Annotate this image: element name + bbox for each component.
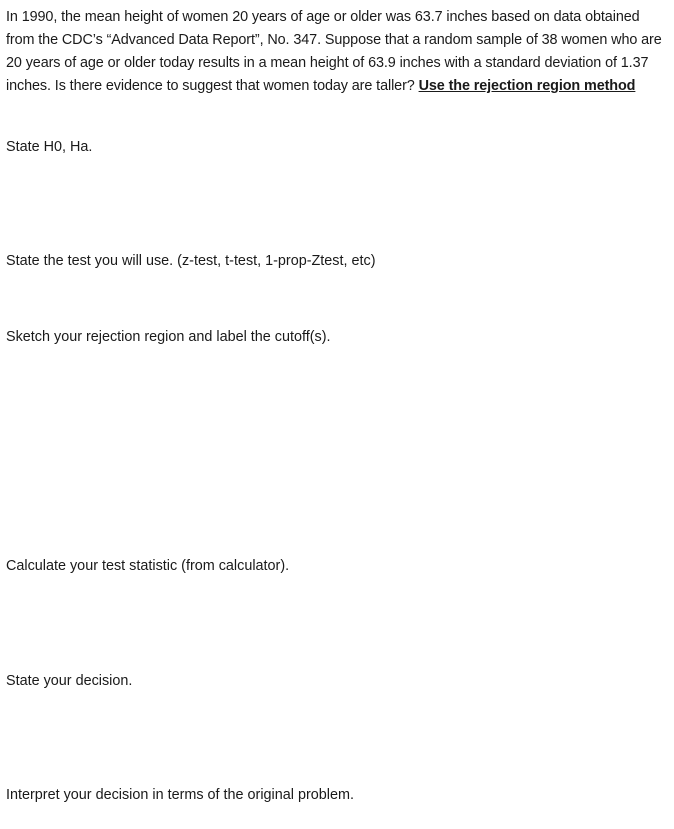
problem-text: In 1990, the mean height of women 20 years of age or older was 63.7 inches based on data obtained from the CDC’s “Advanced Data Report”, No. 347. Suppose that a random sample of 38 women who are 20 years of age or older today results in a mean height of 63.9 inches with a standard deviation of 1.37 inches. Is there evidence to suggest that women today are taller? <box>6 9 662 94</box>
instruction-text: Use the rejection region method <box>418 78 636 94</box>
document-body <box>6 6 668 98</box>
prompt-decision: State your decision. <box>6 673 133 689</box>
problem-statement <box>6 6 668 98</box>
prompt-test-statistic: Calculate your test statistic (from calculator). <box>6 558 290 574</box>
prompt-interpretation: Interpret your decision in terms of the original problem. <box>6 787 354 803</box>
prompt-sketch-region: Sketch your rejection region and label the cutoff(s). <box>6 329 331 345</box>
prompt-test-type: State the test you will use. (z-test, t-test, 1-prop-Ztest, etc) <box>6 253 376 269</box>
prompt-hypotheses: State H0, Ha. <box>6 139 93 155</box>
